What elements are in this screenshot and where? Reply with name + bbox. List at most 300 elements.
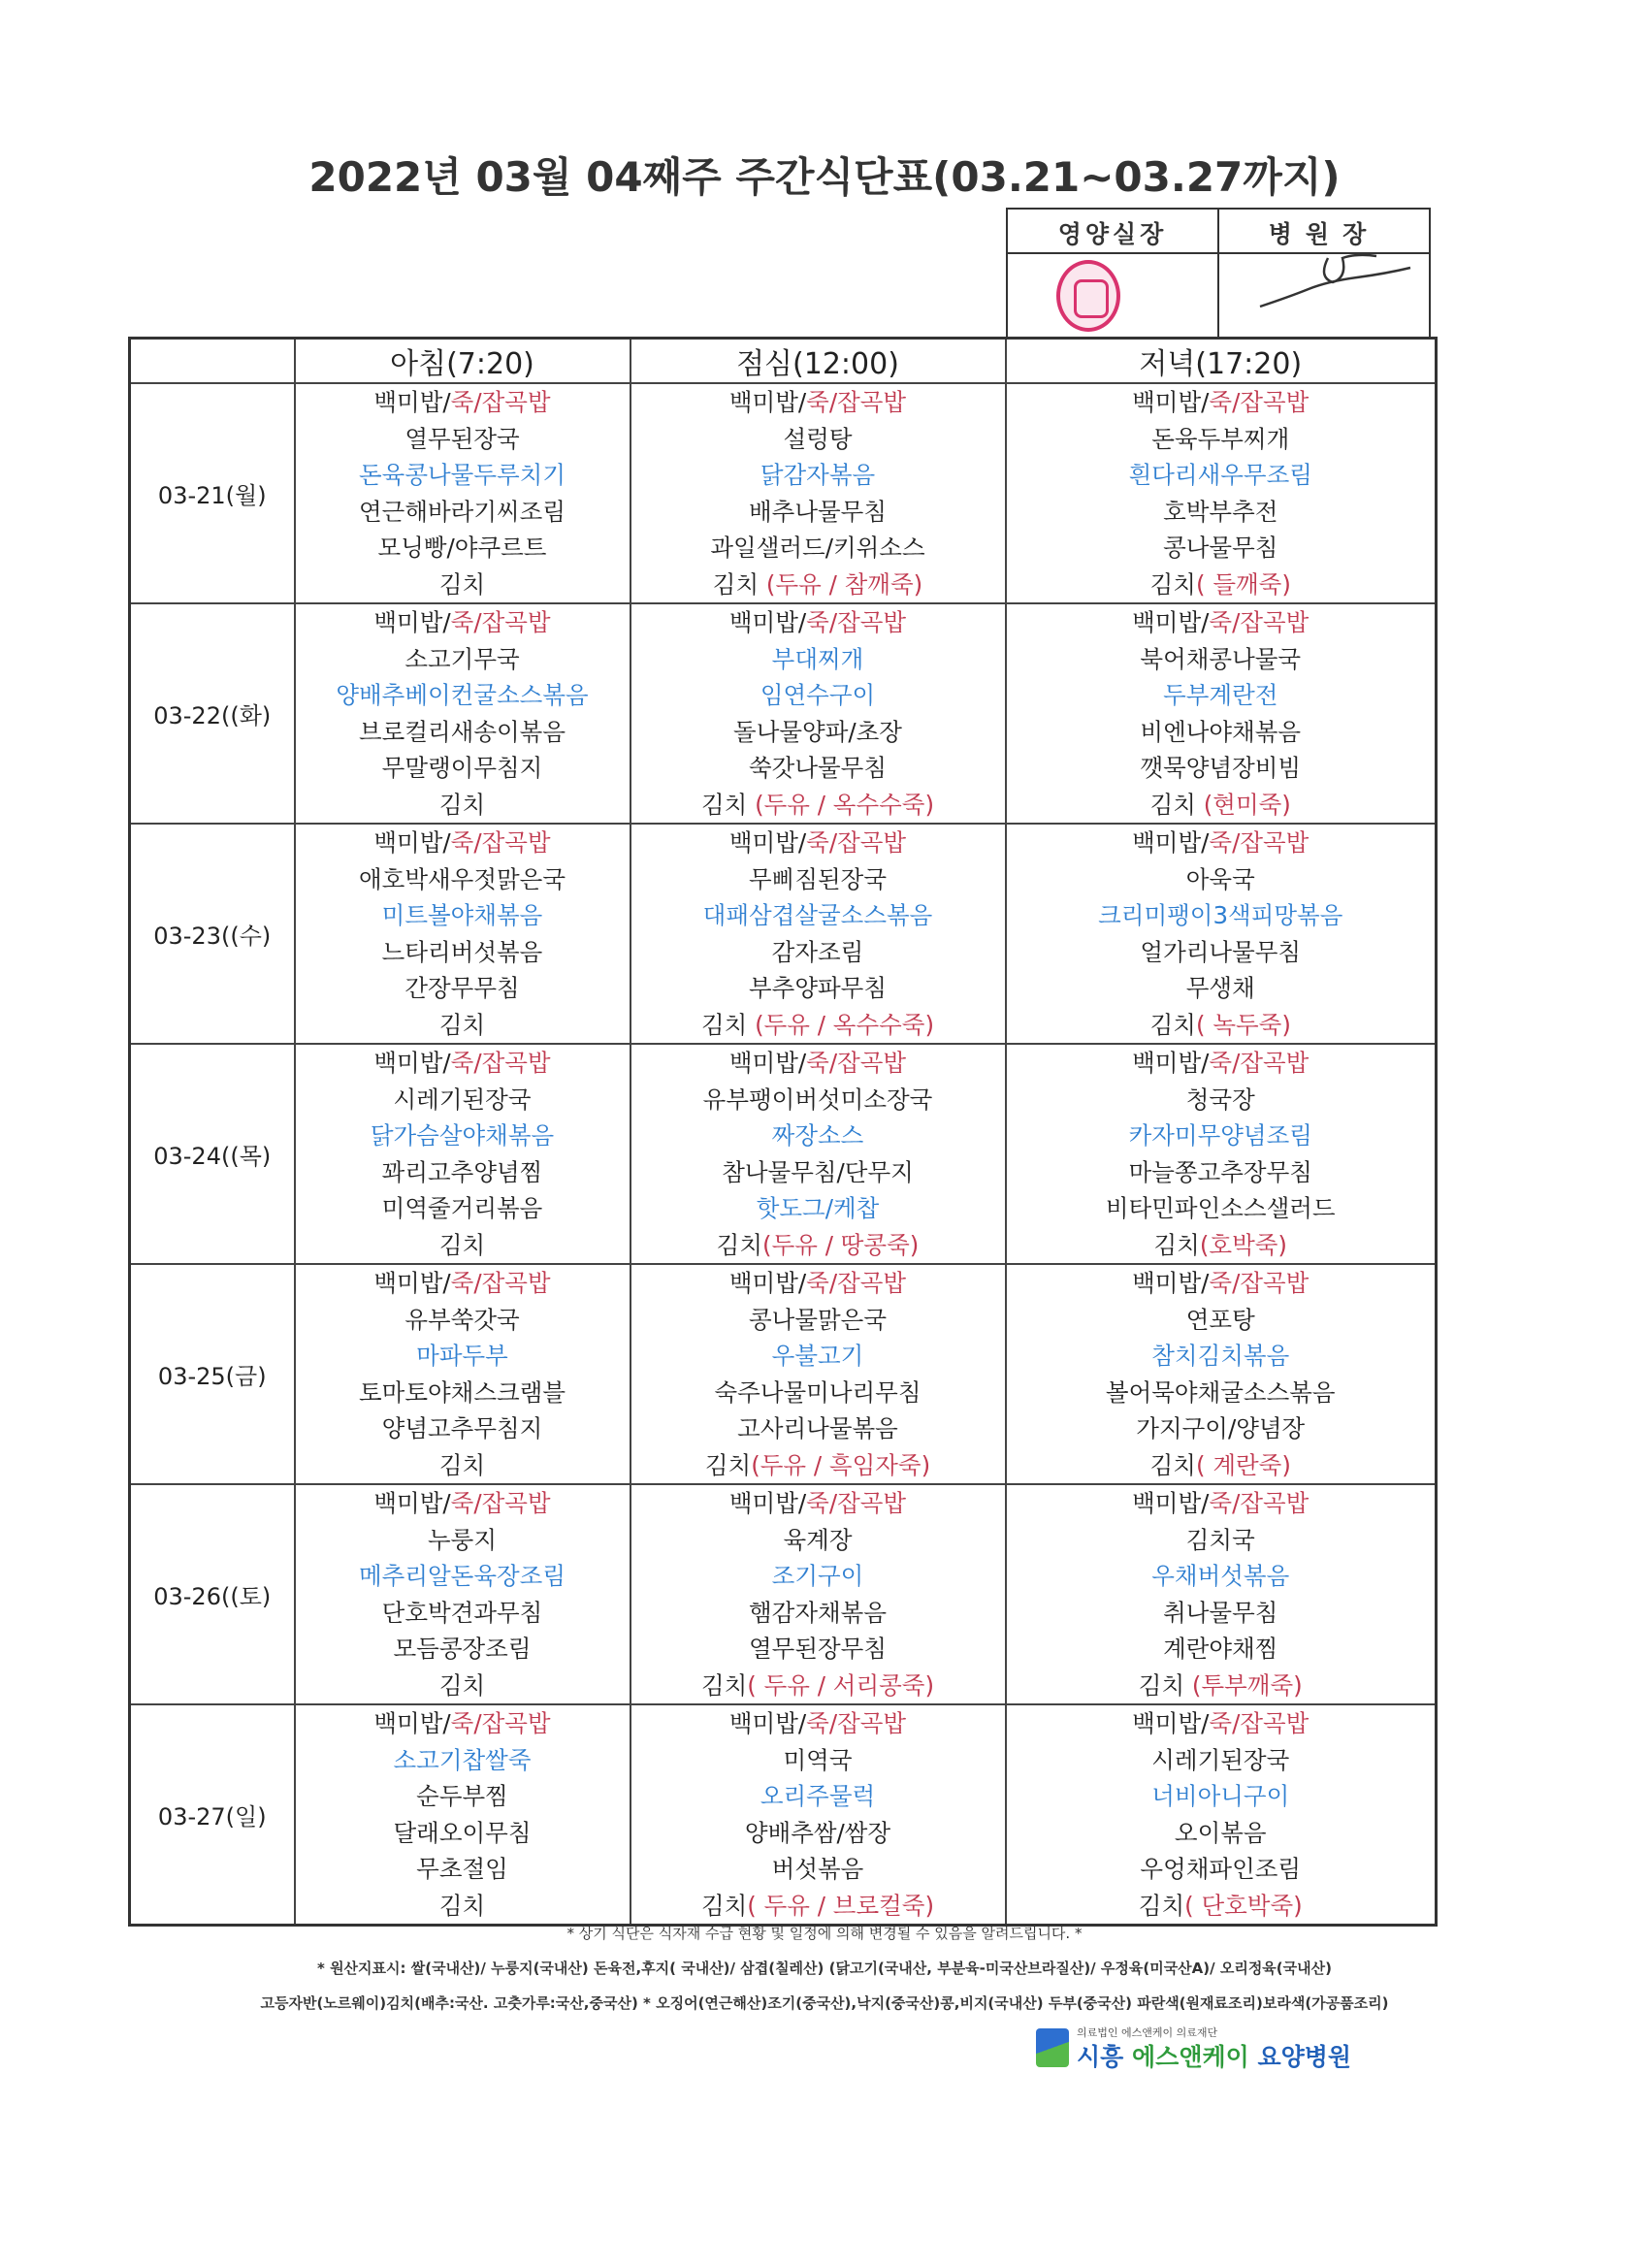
menu-item <box>1007 1815 1436 1852</box>
day-row <box>130 603 1437 824</box>
day-label: 03-22((화) <box>130 603 295 824</box>
menu-text: 백미밥/ <box>728 1049 807 1077</box>
day-label: 03-23((수) <box>130 824 295 1044</box>
menu-text: 김치 <box>438 790 486 819</box>
menu-text: 유부쑥갓국 <box>404 1305 520 1334</box>
menu-item <box>631 1742 1005 1779</box>
menu-item <box>631 825 1005 861</box>
menu-item <box>631 1045 1005 1082</box>
menu-text: 김치 <box>700 1891 748 1920</box>
menu-text: 김치 <box>1149 569 1196 599</box>
menu-text: (두유 / 옥수수죽) <box>755 1010 935 1039</box>
menu-text: 비엔나야채볶음 <box>1140 717 1302 746</box>
menu-text: 토마토야채스크램블 <box>358 1377 566 1407</box>
menu-text: 김치 <box>1149 790 1204 819</box>
menu-text: 김치 <box>438 1450 486 1479</box>
menu-text: 닭가슴살야채볶음 <box>370 1121 555 1150</box>
menu-text: 양배추베이컨굴소스볶음 <box>336 681 589 709</box>
menu-text: 김치 <box>1138 1670 1192 1700</box>
menu-item <box>1007 641 1436 678</box>
menu-text: 참나물무침/단무지 <box>722 1157 914 1186</box>
table-header-row <box>130 339 1437 384</box>
menu-item <box>296 897 630 934</box>
menu-item <box>296 1007 630 1044</box>
menu-item <box>296 970 630 1007</box>
menu-text: 오리주물럭 <box>760 1782 876 1810</box>
menu-item <box>631 1485 1005 1522</box>
menu-item <box>631 1190 1005 1227</box>
menu-text: 너비아니구이 <box>1151 1782 1290 1810</box>
menu-item <box>1007 1375 1436 1411</box>
menu-text: 김치 <box>716 1230 763 1259</box>
menu-text: 죽/잡곡밥 <box>450 828 551 857</box>
menu-item <box>296 567 630 603</box>
menu-item <box>1007 825 1436 861</box>
menu-text: 메추리알돈육장조림 <box>358 1562 566 1590</box>
meal-cell-lunch <box>630 824 1006 1044</box>
menu-item <box>296 1631 630 1668</box>
menu-text: 모닝빵/야쿠르트 <box>377 534 547 562</box>
day-row <box>130 1484 1437 1704</box>
menu-text: 쑥갓나물무침 <box>748 754 887 782</box>
menu-text: ( 두유 / 서리콩죽) <box>747 1670 935 1700</box>
menu-text: 백미밥/ <box>1132 828 1210 857</box>
menu-item <box>631 494 1005 531</box>
menu-text: 김치 <box>1138 1891 1185 1920</box>
meal-cell-dinner <box>1006 824 1437 1044</box>
menu-text: 죽/잡곡밥 <box>1209 608 1310 636</box>
col-breakfast: 아침(7:20) <box>295 339 630 384</box>
menu-text: 죽/잡곡밥 <box>1209 1269 1310 1297</box>
menu-text: 브로컬리새송이볶음 <box>358 717 566 746</box>
menu-text: 백미밥/ <box>373 1489 451 1517</box>
menu-text: 돌나물양파/초장 <box>733 717 902 746</box>
hospital-logo <box>1036 2025 1352 2073</box>
menu-text: 느타리버섯볶음 <box>381 937 543 966</box>
menu-item <box>296 1118 630 1154</box>
col-dinner: 저녁(17:20) <box>1006 339 1437 384</box>
menu-item <box>296 1082 630 1118</box>
menu-item <box>631 1558 1005 1595</box>
menu-item <box>296 1778 630 1815</box>
menu-text: 꽈리고추양념찜 <box>381 1157 543 1186</box>
menu-text: 카자미무양념조림 <box>1128 1121 1312 1150</box>
menu-item <box>296 750 630 787</box>
menu-text: (투부깨죽) <box>1191 1670 1303 1700</box>
menu-text: 볼어묵야채굴소스볶음 <box>1105 1377 1336 1407</box>
menu-text: 마늘쫑고추장무침 <box>1128 1157 1312 1186</box>
meal-cell-breakfast <box>295 1484 630 1704</box>
logo-name <box>1077 2038 1351 2073</box>
menu-text: 무말랭이무침지 <box>381 754 543 782</box>
menu-item <box>296 1888 630 1925</box>
menu-text: 취나물무침 <box>1163 1598 1278 1627</box>
menu-text: 백미밥/ <box>1132 1709 1210 1737</box>
menu-text: 비타민파인소스샐러드 <box>1105 1194 1336 1222</box>
menu-item <box>296 1154 630 1191</box>
menu-text: 무초절임 <box>416 1855 508 1883</box>
menu-item <box>296 1338 630 1375</box>
menu-text: 설렁탕 <box>783 424 853 453</box>
menu-text: 시레기된장국 <box>393 1085 532 1114</box>
logo-part-3: 요양병원 <box>1248 2043 1352 2071</box>
menu-text: (현미죽) <box>1203 790 1291 819</box>
menu-text: 간장무무침 <box>404 974 520 1002</box>
menu-item <box>296 384 630 421</box>
menu-item <box>1007 1778 1436 1815</box>
menu-item <box>296 1595 630 1632</box>
corner-cell <box>130 339 295 384</box>
meal-cell-lunch <box>630 1704 1006 1926</box>
menu-text: 북어채콩나물국 <box>1140 644 1302 673</box>
day-label: 03-27(일) <box>130 1704 295 1926</box>
meal-cell-dinner <box>1006 383 1437 603</box>
day-row <box>130 1704 1437 1926</box>
menu-text: 무생채 <box>1185 974 1255 1002</box>
meal-cell-breakfast <box>295 383 630 603</box>
menu-item <box>631 677 1005 714</box>
menu-text: 유부팽이버섯미소장국 <box>702 1085 933 1114</box>
menu-item <box>631 714 1005 751</box>
menu-text: 김치 <box>1149 1450 1196 1479</box>
meal-cell-dinner <box>1006 1264 1437 1484</box>
menu-text: 핫도그/케찹 <box>756 1194 880 1222</box>
menu-text: 대패삼겹살굴소스볶음 <box>702 901 933 929</box>
menu-text: 크리미팽이3색피망볶음 <box>1098 901 1343 929</box>
menu-text: 죽/잡곡밥 <box>450 388 551 416</box>
menu-item <box>631 530 1005 567</box>
menu-text: 백미밥/ <box>373 1049 451 1077</box>
menu-item <box>296 1558 630 1595</box>
menu-text: 고사리나물볶음 <box>737 1414 898 1442</box>
menu-item <box>1007 1154 1436 1191</box>
menu-item <box>631 1302 1005 1339</box>
menu-text: 백미밥/ <box>373 828 451 857</box>
menu-text: 연근해바라기씨조림 <box>358 497 566 526</box>
menu-text: 김치 <box>438 1670 486 1700</box>
menu-text: 백미밥/ <box>1132 1049 1210 1077</box>
menu-text: ( 들깨죽) <box>1195 569 1291 599</box>
menu-text: 닭감자볶음 <box>760 461 876 489</box>
menu-item <box>1007 1888 1436 1925</box>
menu-text: 백미밥/ <box>728 608 807 636</box>
menu-item <box>1007 1007 1436 1044</box>
notice-text: * 상기 식단은 식자재 수급 현황 및 일정에 의해 변경될 수 있음을 알려드립니다. * <box>566 1925 1083 1942</box>
day-label: 03-24((목) <box>130 1044 295 1264</box>
menu-item <box>631 861 1005 898</box>
menu-text: 오이볶음 <box>1174 1818 1267 1847</box>
approval-label-director: 병원장 <box>1268 220 1380 248</box>
menu-item <box>631 1227 1005 1264</box>
menu-item <box>296 1522 630 1559</box>
menu-text: 죽/잡곡밥 <box>806 1269 907 1297</box>
menu-item <box>631 384 1005 421</box>
menu-item <box>1007 1668 1436 1704</box>
menu-text: 죽/잡곡밥 <box>1209 1489 1310 1517</box>
meal-cell-lunch <box>630 383 1006 603</box>
menu-text: 흰다리새우무조림 <box>1128 461 1312 489</box>
menu-text: 백미밥/ <box>373 388 451 416</box>
menu-text: 콩나물맑은국 <box>748 1305 887 1334</box>
menu-item <box>1007 530 1436 567</box>
menu-text: 누룽지 <box>427 1525 497 1554</box>
menu-item <box>1007 1227 1436 1264</box>
meal-cell-dinner <box>1006 1484 1437 1704</box>
menu-text: 우채버섯볶음 <box>1151 1562 1290 1590</box>
menu-text: ( 녹두죽) <box>1195 1010 1291 1039</box>
menu-item <box>631 1338 1005 1375</box>
origin-note-1: * 원산지표시: 쌀(국내산)/ 누룽지(국내산) 돈육전,후지( 국내산)/ 삼겹(칠레산) (닭고기(국내산, 부분육-미국산브라질산)/ 우정육(미국산A)/ 오리정육(국내산) <box>317 1960 1332 1977</box>
menu-item <box>631 1154 1005 1191</box>
menu-text: 백미밥/ <box>728 388 807 416</box>
menu-item <box>1007 421 1436 458</box>
menu-text: 무삐짐된장국 <box>748 864 887 893</box>
menu-item <box>631 1082 1005 1118</box>
menu-text: 백미밥/ <box>728 828 807 857</box>
menu-item <box>296 421 630 458</box>
menu-item <box>631 1778 1005 1815</box>
menu-item <box>296 604 630 641</box>
menu-item <box>1007 897 1436 934</box>
meal-cell-breakfast <box>295 1264 630 1484</box>
approval-label-nutrition: 영양실장 <box>1057 220 1168 248</box>
menu-text: (두유 / 참깨죽) <box>765 569 923 599</box>
menu-item <box>1007 1302 1436 1339</box>
meal-cell-breakfast <box>295 603 630 824</box>
menu-item <box>631 1118 1005 1154</box>
menu-item <box>1007 677 1436 714</box>
logo-subtitle: 의료법인 에스앤케이 의료재단 <box>1077 2026 1218 2039</box>
logo-part-1: 시흥 <box>1077 2043 1133 2071</box>
meal-cell-dinner <box>1006 603 1437 824</box>
menu-item <box>296 861 630 898</box>
menu-text: 죽/잡곡밥 <box>806 1709 907 1737</box>
menu-text: 죽/잡곡밥 <box>1209 828 1310 857</box>
menu-item <box>631 1265 1005 1302</box>
day-label: 03-26((토) <box>130 1484 295 1704</box>
menu-item <box>631 1595 1005 1632</box>
menu-text: 죽/잡곡밥 <box>450 1709 551 1737</box>
menu-item <box>296 934 630 971</box>
menu-text: 모듬콩장조림 <box>393 1635 532 1663</box>
menu-item <box>1007 1410 1436 1447</box>
meal-cell-lunch <box>630 603 1006 824</box>
logo-part-2: 에스앤케이 <box>1132 2043 1249 2071</box>
menu-text: 백미밥/ <box>728 1489 807 1517</box>
menu-text: 김치 <box>438 1010 486 1039</box>
menu-text: 죽/잡곡밥 <box>806 1489 907 1517</box>
menu-text: 단호박견과무침 <box>381 1598 543 1627</box>
menu-text: 숙주나물미나리무침 <box>714 1377 922 1407</box>
menu-item <box>296 1375 630 1411</box>
menu-item <box>1007 1851 1436 1888</box>
menu-item <box>1007 714 1436 751</box>
menu-text: 애호박새우젓맑은국 <box>358 864 566 893</box>
menu-item <box>631 1888 1005 1925</box>
menu-item <box>631 1007 1005 1044</box>
menu-item <box>1007 384 1436 421</box>
menu-text: 두부계란전 <box>1163 681 1278 709</box>
menu-text: 김치 <box>1153 1230 1200 1259</box>
menu-text: (두유 / 옥수수죽) <box>755 790 935 819</box>
menu-text: 백미밥/ <box>1132 608 1210 636</box>
menu-text: 김치 <box>438 1891 486 1920</box>
day-row <box>130 383 1437 603</box>
menu-text: 죽/잡곡밥 <box>450 1049 551 1077</box>
menu-item <box>296 1668 630 1704</box>
menu-item <box>1007 604 1436 641</box>
meal-cell-lunch <box>630 1044 1006 1264</box>
menu-text: 우불고기 <box>771 1342 864 1370</box>
menu-item <box>296 641 630 678</box>
menu-item <box>1007 1265 1436 1302</box>
menu-text: 참치김치볶음 <box>1151 1342 1290 1370</box>
menu-item <box>631 1815 1005 1852</box>
menu-text: 돈육콩나물두루치기 <box>358 461 566 489</box>
menu-item <box>1007 1522 1436 1559</box>
meal-cell-dinner <box>1006 1704 1437 1926</box>
menu-text: 우엉채파인조림 <box>1140 1855 1302 1883</box>
menu-item <box>296 530 630 567</box>
menu-item <box>1007 457 1436 494</box>
menu-item <box>1007 567 1436 603</box>
menu-text: 백미밥/ <box>373 608 451 636</box>
menu-text: 죽/잡곡밥 <box>806 388 907 416</box>
menu-item <box>631 1375 1005 1411</box>
menu-text: 부추양파무침 <box>748 974 887 1002</box>
menu-text: 백미밥/ <box>1132 388 1210 416</box>
meal-cell-breakfast <box>295 824 630 1044</box>
menu-item <box>296 494 630 531</box>
meal-cell-breakfast <box>295 1044 630 1264</box>
menu-text: 얼가리나물무침 <box>1140 937 1302 966</box>
menu-text: 소고기무국 <box>404 644 520 673</box>
menu-text: 백미밥/ <box>1132 1489 1210 1517</box>
menu-text: 백미밥/ <box>728 1269 807 1297</box>
menu-item <box>631 1851 1005 1888</box>
menu-item <box>296 1045 630 1082</box>
signature <box>1241 239 1425 336</box>
menu-text: 김치 <box>700 1010 756 1039</box>
menu-item <box>631 970 1005 1007</box>
menu-item <box>631 787 1005 824</box>
menu-item <box>1007 861 1436 898</box>
menu-item <box>1007 1558 1436 1595</box>
menu-text: 김치 <box>700 1670 748 1700</box>
menu-text: 순두부찜 <box>416 1782 508 1810</box>
menu-item <box>631 1410 1005 1447</box>
menu-text: 감자조림 <box>771 937 864 966</box>
menu-item <box>631 1631 1005 1668</box>
menu-text: 죽/잡곡밥 <box>1209 1709 1310 1737</box>
menu-item <box>1007 970 1436 1007</box>
day-row <box>130 1044 1437 1264</box>
menu-text: 아욱국 <box>1185 864 1255 893</box>
day-row <box>130 1264 1437 1484</box>
menu-text: ( 계란죽) <box>1195 1450 1291 1479</box>
menu-text: 김치 <box>438 1230 486 1259</box>
origin-note-2: 고등자반(노르웨이)김치(배추:국산. 고춧가루:국산,중국산) * 오징어(연근해산)조기(중국산),낙지(중국산)콩,비지(국내산) 두부(중국산) 파란색(원재료조리)보라색(가공품조리) <box>260 1994 1389 2012</box>
menu-item <box>1007 1595 1436 1632</box>
menu-text: (두유 / 땅콩죽) <box>762 1230 920 1259</box>
menu-item <box>296 1742 630 1779</box>
menu-item <box>296 787 630 824</box>
menu-text: 호박부추전 <box>1163 497 1278 526</box>
menu-item <box>1007 1118 1436 1154</box>
menu-text: ( 두유 / 브로컬죽) <box>747 1891 935 1920</box>
menu-item <box>296 1302 630 1339</box>
menu-text: 백미밥/ <box>373 1269 451 1297</box>
menu-item <box>631 1447 1005 1484</box>
menu-item <box>1007 1485 1436 1522</box>
page-title: 2022년 03월 04째주 주간식단표(03.21~03.27까지) <box>308 153 1341 201</box>
menu-text: 백미밥/ <box>728 1709 807 1737</box>
menu-text: 햄감자채볶음 <box>748 1598 887 1627</box>
meal-cell-lunch <box>630 1264 1006 1484</box>
menu-text: 양념고추무침지 <box>381 1414 543 1442</box>
menu-text: 배추나물무침 <box>748 497 887 526</box>
menu-text: 백미밥/ <box>1132 1269 1210 1297</box>
menu-item <box>631 1705 1005 1742</box>
menu-item <box>296 1851 630 1888</box>
menu-text: 돈육두부찌개 <box>1151 424 1290 453</box>
menu-text: 김치국 <box>1185 1525 1255 1554</box>
menu-item <box>1007 934 1436 971</box>
menu-item <box>296 677 630 714</box>
menu-item <box>631 567 1005 603</box>
menu-text: 백미밥/ <box>373 1709 451 1737</box>
seal-stamp <box>1056 260 1120 332</box>
menu-item <box>296 1410 630 1447</box>
menu-item <box>296 1227 630 1264</box>
menu-item <box>1007 1447 1436 1484</box>
menu-item <box>296 825 630 861</box>
menu-item <box>296 714 630 751</box>
menu-item <box>1007 1082 1436 1118</box>
menu-text: 소고기찹쌀죽 <box>393 1745 532 1774</box>
menu-text: 죽/잡곡밥 <box>450 1489 551 1517</box>
menu-text: (호박죽) <box>1199 1230 1287 1259</box>
menu-text: ( 단호박죽) <box>1184 1891 1303 1920</box>
menu-item <box>631 750 1005 787</box>
meal-cell-breakfast <box>295 1704 630 1926</box>
menu-text: 김치 <box>438 569 486 599</box>
menu-text: 양배추쌈/쌈장 <box>744 1818 891 1847</box>
menu-text: 달래오이무침 <box>393 1818 532 1847</box>
menu-text: 임연수구이 <box>760 681 876 709</box>
menu-text: 가지구이/양념장 <box>1136 1414 1306 1442</box>
menu-text: (두유 / 흑임자죽) <box>751 1450 931 1479</box>
menu-item <box>1007 1338 1436 1375</box>
menu-item <box>631 641 1005 678</box>
menu-item <box>1007 1705 1436 1742</box>
menu-text: 미트볼야채볶음 <box>381 901 543 929</box>
menu-item <box>296 457 630 494</box>
menu-text: 조기구이 <box>771 1562 864 1590</box>
menu-item <box>296 1485 630 1522</box>
menu-item <box>296 1705 630 1742</box>
menu-text: 죽/잡곡밥 <box>806 1049 907 1077</box>
col-lunch: 점심(12:00) <box>630 339 1006 384</box>
menu-text: 깻묵양념장비빔 <box>1140 754 1302 782</box>
menu-text: 버섯볶음 <box>771 1855 864 1883</box>
menu-item <box>1007 1190 1436 1227</box>
menu-text: 미역줄거리볶음 <box>381 1194 543 1222</box>
menu-text: 죽/잡곡밥 <box>806 608 907 636</box>
menu-text: 연포탕 <box>1185 1305 1255 1334</box>
menu-text: 죽/잡곡밥 <box>1209 1049 1310 1077</box>
menu-item <box>631 934 1005 971</box>
